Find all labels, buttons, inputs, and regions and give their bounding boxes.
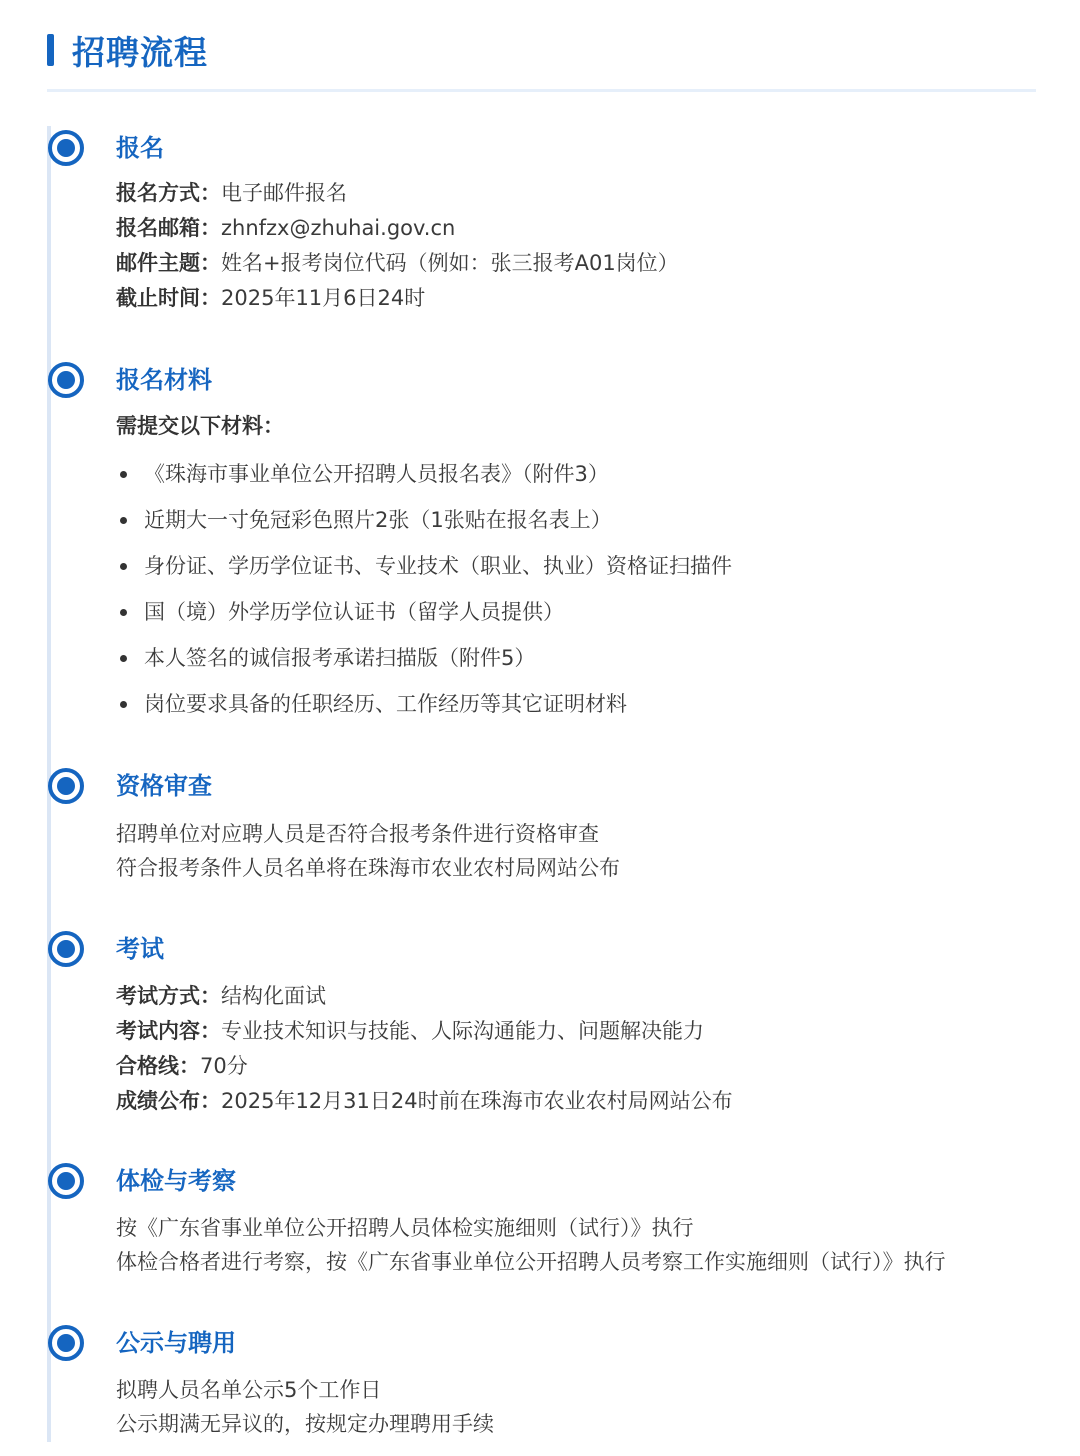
info-line [116,176,679,211]
info-value: 姓名+报考岗位代码（例如：张三报考A01岗位） [221,251,679,275]
info-value: 70分 [200,1054,248,1078]
info-value: 专业技术知识与技能、人际沟通能力、问题解决能力 [221,1019,704,1043]
info-key: 合格线： [116,1054,200,1078]
info-key: 成绩公布： [116,1089,221,1113]
step-body [116,817,620,885]
info-key: 考试方式： [116,984,221,1008]
timeline-dot-icon [48,1163,84,1199]
info-line [116,1049,733,1084]
list-item: 岗位要求具备的任职经历、工作经历等其它证明材料 [116,684,732,730]
info-value: 结构化面试 [221,984,326,1008]
info-key: 报名方式： [116,181,221,205]
info-line [116,1014,733,1049]
timeline-dot-icon [48,931,84,967]
step-body [116,1211,946,1279]
timeline-dot-icon [48,768,84,804]
step-title: 报名材料 [116,366,212,394]
title-accent-bar [47,34,54,66]
step-title: 考试 [116,935,164,963]
list-item: 《珠海市事业单位公开招聘人员报名表》（附件3） [116,454,732,500]
info-key: 邮件主题： [116,251,221,275]
materials-subhead: 需提交以下材料： [116,414,284,438]
timeline-dot-icon [48,130,84,166]
bullet-icon [120,517,127,524]
info-line [116,246,679,281]
step-title: 体检与考察 [116,1167,236,1195]
info-line [116,1084,733,1119]
text-line: 体检合格者进行考察，按《广东省事业单位公开招聘人员考察工作实施细则（试行）》执行 [116,1250,946,1274]
materials-list [116,454,732,730]
list-item: 身份证、学历学位证书、专业技术（职业、执业）资格证扫描件 [116,546,732,592]
bullet-icon [120,609,127,616]
info-line [116,281,679,316]
step-title: 报名 [116,134,164,162]
text-line: 公示期满无异议的，按规定办理聘用手续 [116,1412,494,1436]
step-title: 资格审查 [116,772,212,800]
bullet-icon [120,471,127,478]
step-body [116,1373,494,1441]
text-line: 符合报考条件人员名单将在珠海市农业农村局网站公布 [116,856,620,880]
info-key: 报名邮箱： [116,216,221,240]
timeline-dot-icon [48,1325,84,1361]
list-item: 近期大一寸免冠彩色照片2张（1张贴在报名表上） [116,500,732,546]
text-line: 按《广东省事业单位公开招聘人员体检实施细则（试行）》执行 [116,1216,694,1240]
info-line [116,979,733,1014]
info-value: 电子邮件报名 [221,181,347,205]
bullet-icon [120,563,127,570]
info-key: 截止时间： [116,286,221,310]
timeline-dot-icon [48,362,84,398]
text-line: 招聘单位对应聘人员是否符合报考条件进行资格审查 [116,822,599,846]
bullet-icon [120,655,127,662]
list-item: 国（境）外学历学位认证书（留学人员提供） [116,592,732,638]
page-header [47,28,208,72]
text-line: 拟聘人员名单公示5个工作日 [116,1378,382,1402]
page-title: 招聘流程 [72,32,208,72]
info-line [116,211,679,246]
step-body [116,408,732,730]
list-item: 本人签名的诚信报考承诺扫描版（附件5） [116,638,732,684]
info-value: 2025年11月6日24时 [221,286,426,310]
step-body [116,176,679,316]
info-key: 考试内容： [116,1019,221,1043]
header-divider [47,89,1036,92]
info-value: 2025年12月31日24时前在珠海市农业农村局网站公布 [221,1089,733,1113]
email-address: zhnfzx@zhuhai.gov.cn [221,216,456,240]
step-title: 公示与聘用 [116,1329,236,1357]
step-body [116,979,733,1119]
bullet-icon [120,701,127,708]
